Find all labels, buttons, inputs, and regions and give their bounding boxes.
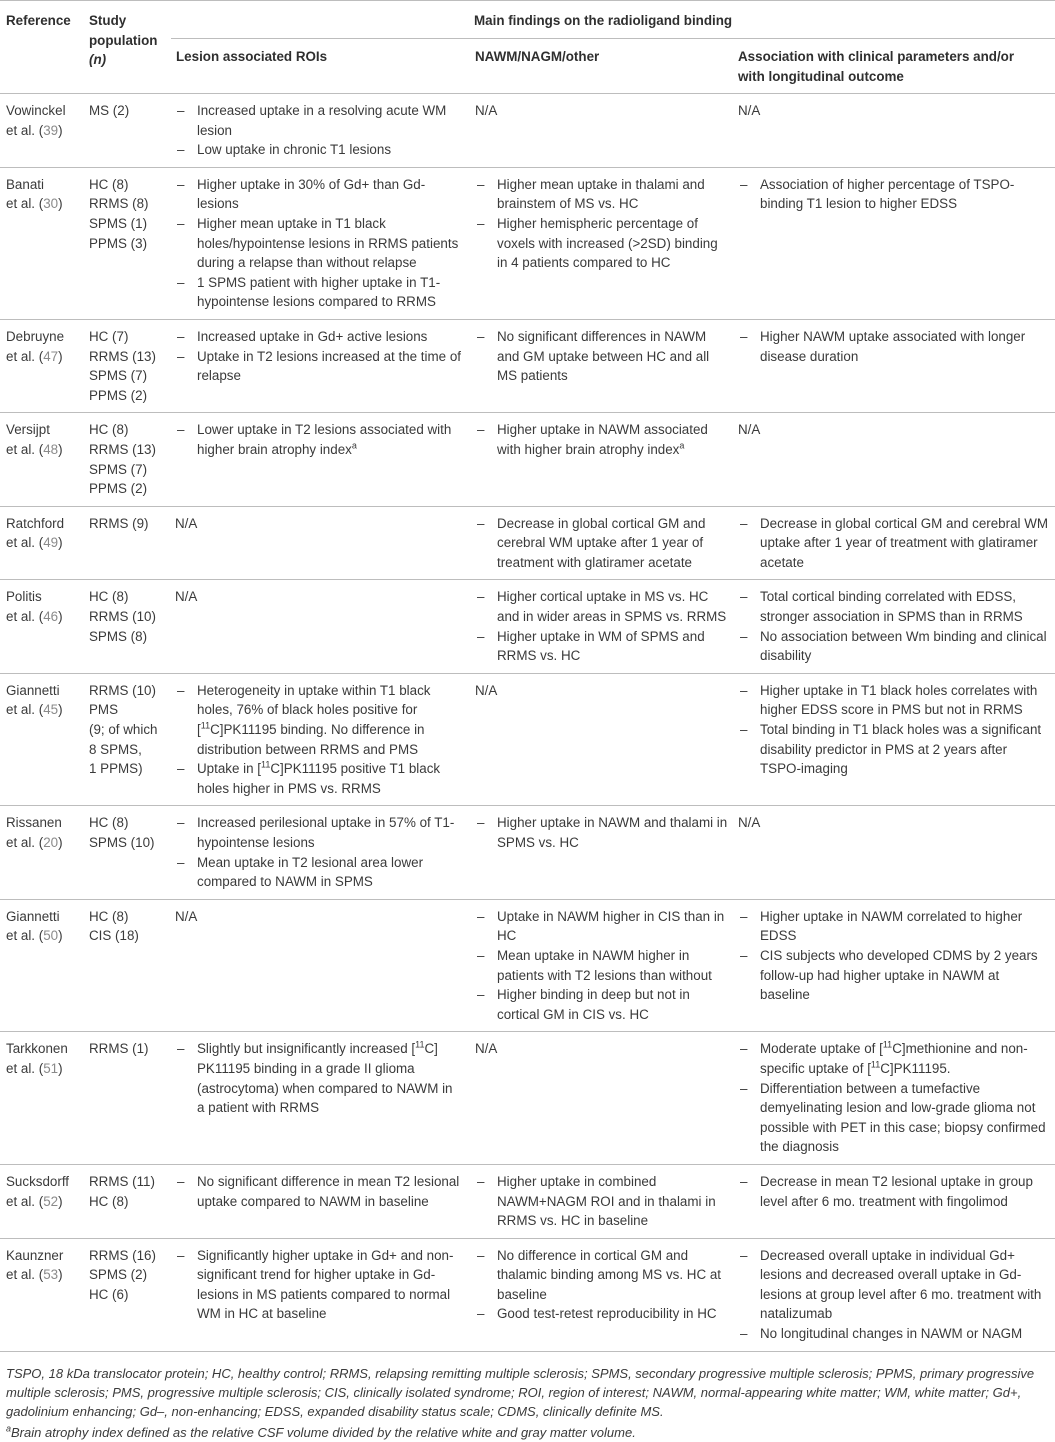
- na-text: N/A: [738, 103, 761, 118]
- reference-number: 46: [43, 609, 59, 625]
- reference-author: Kaunzner: [6, 1247, 64, 1263]
- population-line: SPMS (7): [89, 368, 148, 384]
- reference-cell: [0, 1032, 85, 1164]
- table-row: [0, 507, 1055, 581]
- superscript-11: 11: [870, 1059, 881, 1070]
- clinical-cell: [732, 507, 1055, 580]
- reference-etal-line: et al. (50): [6, 928, 63, 944]
- table-footer: [0, 1352, 1055, 1442]
- header-population-line3: (n): [89, 52, 107, 68]
- reference-cell: [0, 168, 85, 319]
- finding-item: – Mean uptake in NAWM higher in patients with T2 lesions than without: [475, 946, 728, 985]
- reference-etal-line: et al. (53): [6, 1267, 63, 1283]
- finding-item: – Higher mean uptake in T1 black holes/hypointense lesions in RRMS patients during a relapse than without relapse: [175, 214, 463, 273]
- table-row: [0, 168, 1055, 320]
- population-cell: [85, 1032, 170, 1164]
- reference-cell: [0, 1165, 85, 1238]
- superscript-11: 11: [261, 759, 271, 770]
- finding-list: [738, 327, 1049, 366]
- population-cell: [85, 580, 170, 672]
- population-line: SPMS (10): [89, 835, 155, 850]
- reference-author: Vowinckel: [6, 103, 66, 118]
- reference-number: 52: [43, 1193, 59, 1209]
- reference-author: Giannetti: [6, 908, 60, 924]
- finding-list: [475, 587, 728, 665]
- finding-list: [175, 420, 463, 459]
- finding-list: [175, 175, 463, 312]
- finding-item: – No significant difference in mean T2 lesional uptake compared to NAWM in baseline: [175, 1172, 463, 1211]
- clinical-cell: [732, 320, 1055, 412]
- table-row: [0, 320, 1055, 413]
- lesion-cell: [170, 806, 467, 898]
- finding-list: [738, 514, 1049, 573]
- reference-author: Rissanen: [6, 815, 62, 831]
- finding-item: – Total binding in T1 black holes was a significant disability predictor in PMS at 2 years after TSPO-imaging: [738, 720, 1049, 779]
- finding-item: – CIS subjects who developed CDMS by 2 years follow-up had higher uptake in NAWM at baseline: [738, 946, 1049, 1005]
- reference-etal-line: et al. (49): [6, 535, 63, 551]
- population-line: HC (8): [89, 1193, 129, 1209]
- lesion-cell: [170, 900, 467, 1032]
- reference-etal-line: et al. (30): [6, 196, 63, 212]
- population-line: SPMS (1): [89, 215, 148, 231]
- clinical-cell: [732, 413, 1055, 505]
- reference-number: 50: [43, 928, 59, 944]
- finding-item: – Decrease in global cortical GM and cerebral WM uptake after 1 year of treatment with glatiramer acetate: [475, 514, 728, 573]
- header-population-line2: population: [89, 32, 158, 48]
- header-population-line1: Study: [89, 13, 127, 28]
- finding-item: – Higher uptake in 30% of Gd+ than Gd- lesions: [175, 175, 463, 214]
- reference-etal-line: et al. (45): [6, 702, 63, 718]
- na-text: N/A: [175, 589, 198, 605]
- reference-etal: et al.: [6, 928, 36, 944]
- nawm-cell: [467, 168, 732, 319]
- finding-list: [475, 420, 728, 459]
- finding-item: – Higher mean uptake in thalami and brainstem of MS vs. HC: [475, 175, 728, 214]
- na-text: N/A: [738, 422, 761, 438]
- reference-cell: [0, 806, 85, 898]
- reference-etal: et al.: [6, 1267, 36, 1283]
- lesion-cell: [170, 1032, 467, 1164]
- population-line: MS (2): [89, 103, 130, 118]
- finding-item: – Uptake in NAWM higher in CIS than in HC: [475, 907, 728, 946]
- finding-item: – Higher uptake in NAWM and thalami in SPMS vs. HC: [475, 813, 728, 852]
- reference-etal: et al.: [6, 535, 36, 551]
- header-association-line2: with longitudinal outcome: [738, 68, 904, 84]
- table-row: [0, 1165, 1055, 1239]
- nawm-cell: [467, 507, 732, 580]
- reference-number: 47: [43, 348, 59, 364]
- nawm-cell: [467, 900, 732, 1032]
- finding-item: – Increased perilesional uptake in 57% of T1-hypointense lesions: [175, 813, 463, 852]
- finding-list: [475, 175, 728, 273]
- reference-etal-line: et al. (51): [6, 1060, 63, 1076]
- finding-item: – Increased uptake in Gd+ active lesions: [175, 327, 463, 347]
- population-cell: [85, 674, 170, 806]
- nawm-cell: [467, 413, 732, 505]
- finding-item: – Higher binding in deep but not in cortical GM in CIS vs. HC: [475, 985, 728, 1024]
- finding-item: – Higher uptake in T1 black holes correlates with higher EDSS score in PMS but not in RRMS: [738, 681, 1049, 720]
- population-line: RRMS (9): [89, 515, 149, 531]
- lesion-cell: [170, 674, 467, 806]
- finding-item: – Moderate uptake of [$^{11}$C]methionine and non-specific uptake of [$^{11}$C]PK11195.: [738, 1039, 1049, 1078]
- reference-etal-line: et al. (48): [6, 441, 63, 457]
- population-cell: [85, 168, 170, 319]
- reference-author: Giannetti: [6, 682, 60, 698]
- population-line: PPMS (2): [89, 481, 148, 497]
- reference-cell: [0, 580, 85, 672]
- na-text: N/A: [475, 682, 498, 698]
- reference-author: Banati: [6, 176, 44, 192]
- reference-number: 30: [43, 196, 59, 212]
- population-line: SPMS (2): [89, 1267, 148, 1283]
- finding-list: [738, 175, 1049, 214]
- table-row: [0, 413, 1055, 506]
- reference-etal: et al.: [6, 122, 36, 138]
- reference-etal: et al.: [6, 1060, 36, 1076]
- finding-item: – Heterogeneity in uptake within T1 black holes, 76% of black holes positive for [$^{11}$C]PK11195 binding. No difference in distribution between RRMS and PMS: [175, 681, 463, 759]
- finding-item: – Higher hemispheric percentage of voxels with increased (>2SD) binding in 4 patients compared to HC: [475, 214, 728, 273]
- finding-list: [738, 1246, 1049, 1344]
- reference-etal: et al.: [6, 835, 36, 850]
- lesion-cell: [170, 168, 467, 319]
- table-row: [0, 806, 1055, 899]
- header-main-findings: Main findings on the radioligand binding: [474, 13, 733, 28]
- reference-etal: et al.: [6, 441, 36, 457]
- clinical-cell: [732, 168, 1055, 319]
- reference-etal-line: et al. (47): [6, 348, 63, 364]
- population-line: HC (8): [89, 908, 129, 924]
- na-text: N/A: [738, 815, 761, 831]
- finding-item: – Uptake in [$^{11}$C]PK11195 positive T1 black holes higher in PMS vs. RRMS: [175, 759, 463, 798]
- finding-item: – Differentiation between a tumefactive demyelinating lesion and low-grade glioma not possible with PET in this case; biopsy confirmed the diagnosis: [738, 1079, 1049, 1157]
- finding-item: – Total cortical binding correlated with EDSS, stronger association in SPMS than in RRMS: [738, 587, 1049, 626]
- reference-etal: et al.: [6, 196, 36, 212]
- reference-author: Tarkkonen: [6, 1041, 68, 1057]
- finding-list: [475, 813, 728, 852]
- reference-etal: et al.: [6, 1193, 36, 1209]
- table-row: [0, 580, 1055, 673]
- clinical-cell: [732, 1239, 1055, 1351]
- finding-list: [738, 907, 1049, 1005]
- na-text: N/A: [175, 908, 198, 924]
- finding-list: [475, 1172, 728, 1231]
- finding-item: – Decrease in global cortical GM and cerebral WM uptake after 1 year of treatment with glatiramer acetate: [738, 514, 1049, 573]
- reference-number: 53: [43, 1267, 59, 1283]
- population-line: HC (7): [89, 328, 129, 344]
- reference-etal-line: et al. (39): [6, 122, 63, 138]
- header-population: [89, 11, 157, 70]
- reference-etal-line: et al. (46): [6, 609, 63, 625]
- nawm-cell: [467, 320, 732, 412]
- reference-number: 20: [43, 835, 59, 850]
- footnote-mark: a: [6, 1423, 12, 1434]
- clinical-cell: [732, 900, 1055, 1032]
- finding-item: – Increased uptake in a resolving acute WM lesion: [175, 101, 463, 140]
- finding-list: [475, 327, 728, 386]
- reference-author: Politis: [6, 589, 42, 605]
- finding-item: – No difference in cortical GM and thalamic binding among MS vs. HC at baseline: [475, 1246, 728, 1305]
- reference-author: Ratchford: [6, 515, 65, 531]
- population-line: HC (6): [89, 1286, 129, 1302]
- population-line: 8 SPMS,: [89, 741, 142, 757]
- population-cell: [85, 507, 170, 580]
- finding-list: [475, 907, 728, 1025]
- lesion-cell: [170, 1165, 467, 1238]
- finding-list: [175, 813, 463, 891]
- reference-etal: et al.: [6, 609, 36, 625]
- clinical-cell: [732, 674, 1055, 806]
- population-line: PMS: [89, 702, 119, 718]
- reference-cell: [0, 674, 85, 806]
- na-text: N/A: [475, 1041, 498, 1057]
- superscript-a: a: [351, 440, 357, 451]
- nawm-cell: [467, 1032, 732, 1164]
- reference-etal: et al.: [6, 702, 36, 718]
- population-line: SPMS (7): [89, 461, 148, 477]
- population-line: HC (8): [89, 176, 129, 192]
- reference-etal-line: et al. (20): [6, 835, 63, 850]
- population-cell: [85, 900, 170, 1032]
- lesion-cell: [170, 1239, 467, 1351]
- na-text: N/A: [175, 515, 198, 531]
- finding-list: [175, 1246, 463, 1324]
- finding-item: – No significant differences in NAWM and GM uptake between HC and all MS patients: [475, 327, 728, 386]
- population-line: RRMS (10): [89, 609, 156, 625]
- finding-item: – Slightly but insignificantly increased [$^{11}$C] PK11195 binding in a grade II glioma (astrocytoma) when compared to NAWM in a patient with RRMS: [175, 1039, 463, 1117]
- reference-author: Debruyne: [6, 328, 65, 344]
- finding-item: – Association of higher percentage of TSPO-binding T1 lesion to higher EDSS: [738, 175, 1049, 214]
- nawm-cell: [467, 1239, 732, 1351]
- header-association: [738, 47, 1014, 86]
- lesion-cell: [170, 580, 467, 672]
- finding-item: – Higher uptake in NAWM correlated to higher EDSS: [738, 907, 1049, 946]
- finding-item: – Higher uptake in combined NAWM+NAGM ROI and in thalami in RRMS vs. HC in baseline: [475, 1172, 728, 1231]
- finding-list: [738, 587, 1049, 665]
- superscript-11: 11: [200, 720, 211, 731]
- reference-etal-line: et al. (52): [6, 1193, 63, 1209]
- population-cell: [85, 806, 170, 898]
- nawm-cell: [467, 806, 732, 898]
- clinical-cell: [732, 94, 1055, 167]
- nawm-cell: [467, 580, 732, 672]
- table-row: [0, 1239, 1055, 1352]
- lesion-cell: [170, 507, 467, 580]
- population-line: RRMS (8): [89, 196, 149, 212]
- finding-item: – Decreased overall uptake in individual Gd+ lesions and decreased overall uptake in Gd- lesions at group level after 6 mo. treatment with natalizumab: [738, 1246, 1049, 1324]
- abbreviations-note: TSPO, 18 kDa translocator protein; HC, healthy control; RRMS, relapsing remitting multiple sclerosis; SPMS, secondary progressive multiple sclerosis; PPMS, primary progressive multiple sclerosis; PMS, progressive multiple sclerosis; CIS, clinically isolated syndrome; ROI, region of interest; NAWM, normal-appearing white matter; WM, white matter; Gd+, gadolinium enhancing; Gd–, non-enhancing; EDSS, expanded disability status scale; CDMS, clinically definite MS.: [6, 1365, 1035, 1419]
- population-cell: [85, 413, 170, 505]
- reference-number: 39: [43, 122, 59, 138]
- population-line: HC (8): [89, 589, 129, 605]
- table-row: [0, 674, 1055, 807]
- finding-item: – Mean uptake in T2 lesional area lower compared to NAWM in SPMS: [175, 853, 463, 892]
- reference-author: Sucksdorff: [6, 1173, 70, 1189]
- reference-cell: [0, 413, 85, 505]
- population-line: HC (8): [89, 422, 129, 438]
- population-line: RRMS (13): [89, 441, 156, 457]
- superscript-11: 11: [415, 1039, 425, 1050]
- reference-etal: et al.: [6, 348, 36, 364]
- table-row: [0, 94, 1055, 168]
- clinical-cell: [732, 806, 1055, 898]
- reference-number: 49: [43, 535, 59, 551]
- population-line: PPMS (3): [89, 235, 148, 251]
- lesion-cell: [170, 320, 467, 412]
- footnote-text: Brain atrophy index defined as the relative CSF volume divided by the relative white and gray matter volume.: [11, 1424, 636, 1440]
- finding-list: [738, 681, 1049, 779]
- finding-item: – Higher cortical uptake in MS vs. HC and in wider areas in SPMS vs. RRMS: [475, 587, 728, 626]
- population-cell: [85, 1239, 170, 1351]
- finding-item: – Higher uptake in NAWM associated with higher brain atrophy index$^a$: [475, 420, 728, 459]
- finding-item: – Higher NAWM uptake associated with longer disease duration: [738, 327, 1049, 366]
- header-divider: [171, 38, 1055, 39]
- header-reference: Reference: [6, 13, 71, 28]
- population-line: PPMS (2): [89, 387, 148, 403]
- footnote: [6, 1423, 1049, 1442]
- nawm-cell: [467, 674, 732, 806]
- header-association-line1: Association with clinical parameters and/or: [738, 49, 1015, 64]
- finding-list: [738, 1039, 1049, 1157]
- population-cell: [85, 1165, 170, 1238]
- reference-cell: [0, 507, 85, 580]
- finding-list: [175, 681, 463, 799]
- finding-list: [175, 101, 463, 160]
- population-cell: [85, 94, 170, 167]
- reference-number: 51: [43, 1060, 59, 1076]
- clinical-cell: [732, 1032, 1055, 1164]
- finding-item: – Decrease in mean T2 lesional uptake in group level after 6 mo. treatment with fingolimod: [738, 1172, 1049, 1211]
- finding-list: [175, 1039, 463, 1117]
- reference-number: 45: [43, 702, 59, 718]
- population-line: CIS (18): [89, 928, 139, 944]
- superscript-11: 11: [882, 1039, 893, 1050]
- finding-item: – Good test-retest reproducibility in HC: [475, 1304, 728, 1324]
- finding-list: [175, 1172, 463, 1211]
- finding-item: – No association between Wm binding and clinical disability: [738, 627, 1049, 666]
- population-line: SPMS (8): [89, 628, 148, 644]
- header-nawm: NAWM/NAGM/other: [475, 49, 600, 64]
- reference-cell: [0, 94, 85, 167]
- finding-list: [475, 514, 728, 573]
- population-line: (9; of which: [89, 722, 158, 738]
- finding-item: – Uptake in T2 lesions increased at the time of relapse: [175, 347, 463, 386]
- nawm-cell: [467, 94, 732, 167]
- reference-cell: [0, 900, 85, 1032]
- reference-cell: [0, 1239, 85, 1351]
- finding-item: – Lower uptake in T2 lesions associated with higher brain atrophy index$^a$: [175, 420, 463, 459]
- lesion-cell: [170, 94, 467, 167]
- reference-cell: [0, 320, 85, 412]
- population-line: RRMS (16): [89, 1247, 156, 1263]
- finding-item: – No longitudinal changes in NAWM or NAGM: [738, 1324, 1049, 1344]
- finding-list: [475, 1246, 728, 1324]
- superscript-a: a: [679, 440, 685, 451]
- population-line: RRMS (1): [89, 1041, 149, 1057]
- header-lesion: Lesion associated ROIs: [176, 49, 328, 64]
- table-row: [0, 1032, 1055, 1165]
- table-body: [0, 94, 1055, 1352]
- finding-list: [738, 1172, 1049, 1211]
- table-header: [0, 0, 1055, 94]
- population-line: RRMS (11): [89, 1173, 155, 1189]
- population-cell: [85, 320, 170, 412]
- reference-author: Versijpt: [6, 422, 50, 438]
- population-line: HC (8): [89, 815, 129, 831]
- population-line: RRMS (10): [89, 682, 156, 698]
- lesion-cell: [170, 413, 467, 505]
- finding-list: [175, 327, 463, 386]
- population-line: 1 PPMS): [89, 761, 143, 777]
- clinical-cell: [732, 580, 1055, 672]
- na-text: N/A: [475, 103, 498, 118]
- reference-number: 48: [43, 441, 59, 457]
- nawm-cell: [467, 1165, 732, 1238]
- table-row: [0, 900, 1055, 1033]
- finding-item: – 1 SPMS patient with higher uptake in T1-hypointense lesions compared to RRMS: [175, 273, 463, 312]
- finding-item: – Significantly higher uptake in Gd+ and non-significant trend for higher uptake in Gd- lesions in MS patients compared to normal WM in HC at baseline: [175, 1246, 463, 1324]
- finding-item: – Higher uptake in WM of SPMS and RRMS vs. HC: [475, 627, 728, 666]
- population-line: RRMS (13): [89, 348, 156, 364]
- finding-item: – Low uptake in chronic T1 lesions: [175, 140, 463, 160]
- clinical-cell: [732, 1165, 1055, 1238]
